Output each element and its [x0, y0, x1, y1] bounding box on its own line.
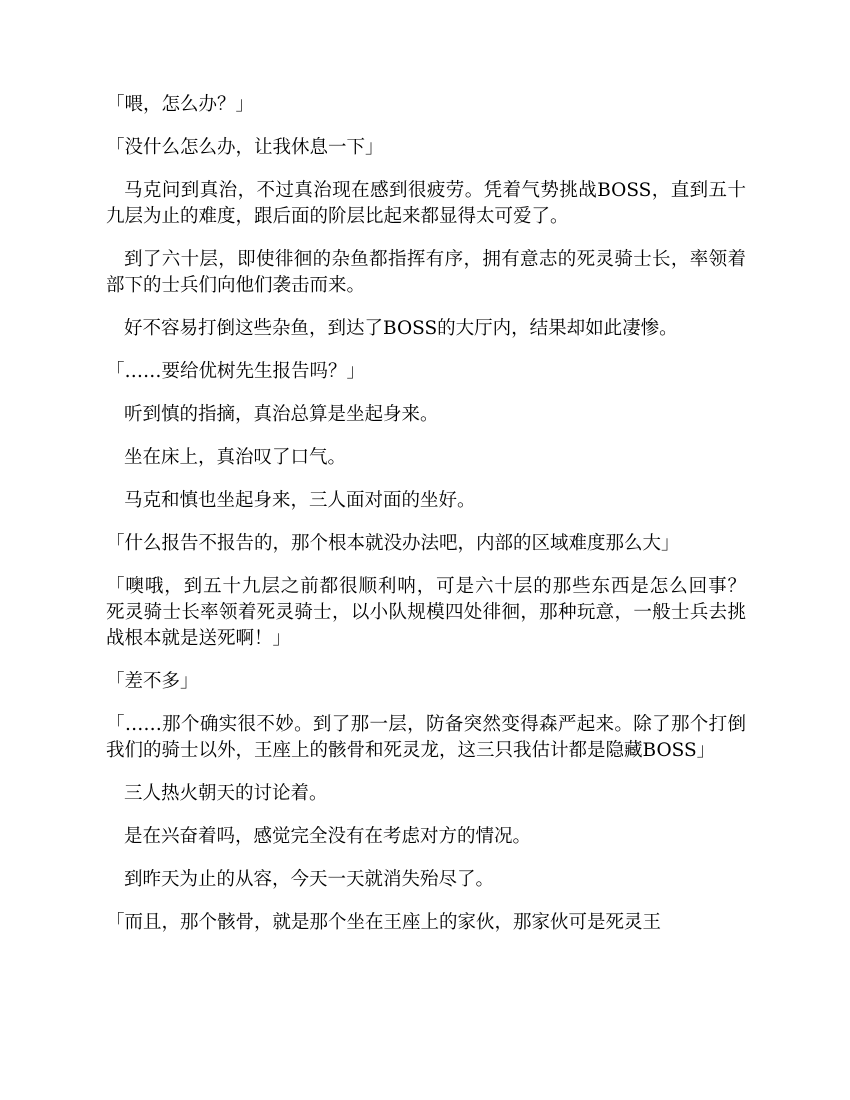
paragraph-17: 「而且，那个骸骨，就是那个坐在王座上的家伙，那家伙可是死灵王: [106, 912, 662, 933]
paragraph-13: 「……那个确实很不妙。到了那一层，防备突然变得森严起来。除了那个打倒我们的骑士以外，王座上的骸骨和死灵龙，这三只我估计都是隐藏BOSS」: [106, 714, 746, 761]
paragraph-12: 「差不多」: [106, 671, 199, 692]
paragraph-6: 「……要给优树先生报告吗？」: [106, 361, 366, 382]
paragraph-10: 「什么报告不报告的，那个根本就没办法吧，内部的区域难度那么大」: [106, 533, 680, 554]
paragraph-9: 马克和慎也坐起身来，三人面对面的坐好。: [124, 490, 476, 511]
paragraph-16: 到昨天为止的从容，今天一天就消失殆尽了。: [124, 869, 495, 890]
paragraph-8: 坐在床上，真治叹了口气。: [124, 447, 347, 468]
document-page: [106, 92, 765, 953]
paragraph-3: 马克问到真治，不过真治现在感到很疲劳。凭着气势挑战BOSS，直到五十九层为止的难度，跟后面的阶层比起来都显得太可爱了。: [106, 180, 746, 227]
paragraph-11: 「噢哦，到五十九层之前都很顺利呐，可是六十层的那些东西是怎么回事？ 死灵骑士长率领着死灵骑士，以小队规模四处徘徊，那种玩意，一般士兵去挑战根本就是送死啊！」: [106, 576, 765, 649]
paragraph-7: 听到慎的指摘，真治总算是坐起身来。: [124, 404, 439, 425]
paragraph-2: 「没什么怎么办，让我休息一下」: [106, 137, 384, 158]
paragraph-14: 三人热火朝天的讨论着。: [124, 783, 328, 804]
paragraph-5: 好不容易打倒这些杂鱼，到达了BOSS的大厅内，结果却如此凄惨。: [124, 318, 678, 339]
paragraph-1: 「喂，怎么办？」: [106, 94, 255, 115]
paragraph-4: 到了六十层，即使徘徊的杂鱼都指挥有序，拥有意志的死灵骑士长，率领着部下的士兵们向他们袭击而来。: [106, 249, 746, 296]
paragraph-15: 是在兴奋着吗，感觉完全没有在考虑对方的情况。: [124, 826, 532, 847]
